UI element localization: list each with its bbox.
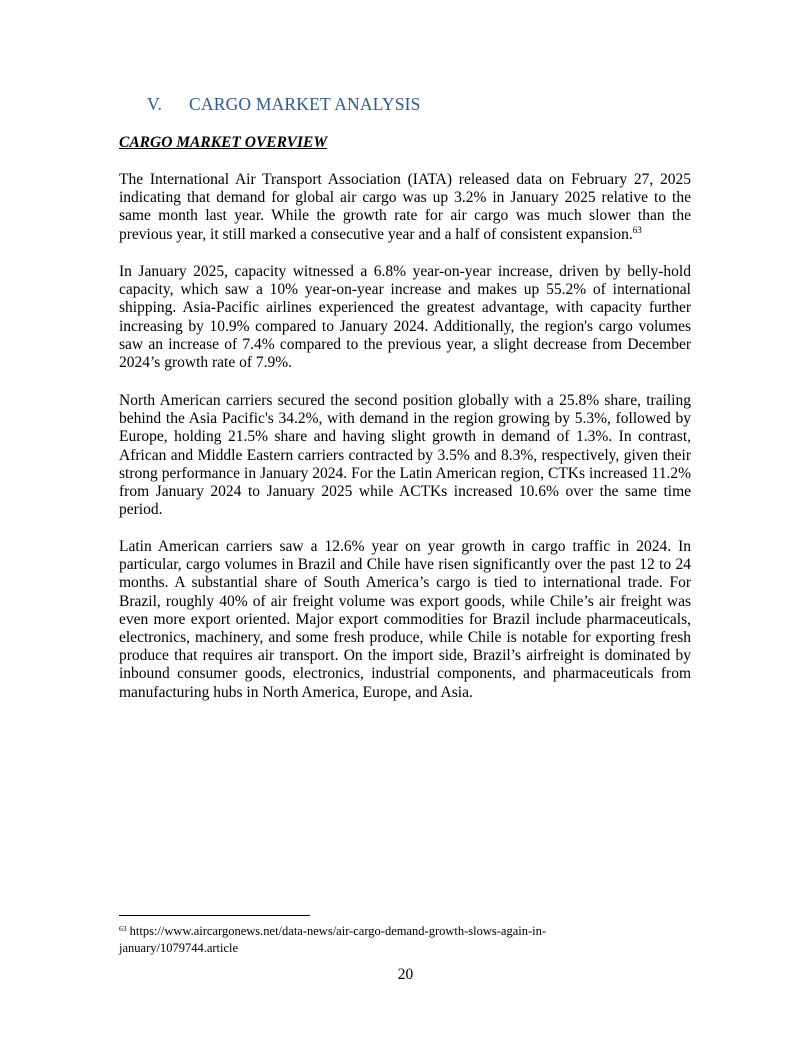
section-title: CARGO MARKET ANALYSIS	[189, 94, 421, 114]
paragraph-text: Latin American carriers saw a 12.6% year on year growth in cargo traffic in 2024. In particular, cargo volumes in Brazil and Chile have risen significantly over the past 12 to 24 months. A substantial share of South America’s cargo is tied to international trade. For Brazil, roughly 40% of air freight volume was export goods, while Chile’s air freight was even more export oriented. Major export commodities for Brazil include pharmaceuticals, electronics, machinery, and some fresh produce, while Chile is notable for exporting fresh produce that requires air transport. On the import side, Brazil’s airfreight is dominated by inbound consumer goods, electronics, industrial components, and pharmaceuticals from manufacturing hubs in North America, Europe, and Asia.	[119, 538, 691, 701]
footnote	[119, 923, 599, 957]
footnote-number: 63	[119, 924, 127, 933]
paragraph-regional-share	[119, 392, 691, 519]
paragraph-iata-demand	[119, 171, 691, 244]
footnote-link[interactable]: https://www.aircargonews.net/data-news/air-cargo-demand-growth-slows-again-in-january/1079744.article	[119, 924, 547, 955]
subsection-heading: CARGO MARKET OVERVIEW	[119, 134, 328, 151]
paragraph-text: In January 2025, capacity witnessed a 6.8% year-on-year increase, driven by belly-hold capacity, which saw a 10% year-on-year increase and makes up 55.2% of international shipping. Asia-Pacific airlines experienced the greatest advantage, with capacity further increasing by 10.9% compared to January 2024. Additionally, the region's cargo volumes saw an increase of 7.4% compared to the previous year, a slight decrease from December 2024’s growth rate of 7.9%.	[119, 263, 691, 372]
section-heading	[147, 94, 421, 115]
footnote-reference[interactable]: 63	[632, 224, 642, 235]
page-number: 20	[397, 966, 414, 983]
footnote-divider	[119, 915, 310, 916]
paragraph-latin-america	[119, 538, 691, 702]
paragraph-text: North American carriers secured the second position globally with a 25.8% share, trailing behind the Asia Pacific's 34.2%, with demand in the region growing by 5.3%, followed by Europe, holding 21.5% share and having slight growth in demand of 1.3%. In contrast, African and Middle Eastern carriers contracted by 3.5% and 8.3%, respectively, given their strong performance in January 2024. For the Latin American region, CTKs increased 11.2% from January 2024 to January 2025 while ACTKs increased 10.6% over the same time period.	[119, 392, 691, 519]
section-number: V.	[147, 94, 163, 114]
paragraph-capacity	[119, 263, 691, 372]
paragraph-text: The International Air Transport Association (IATA) released data on February 27, 2025 indicating that demand for global air cargo was up 3.2% in January 2025 relative to the same month last year. While the growth rate for air cargo was much slower than the previous year, it still marked a consecutive year and a half of consistent expansion.	[119, 171, 691, 243]
